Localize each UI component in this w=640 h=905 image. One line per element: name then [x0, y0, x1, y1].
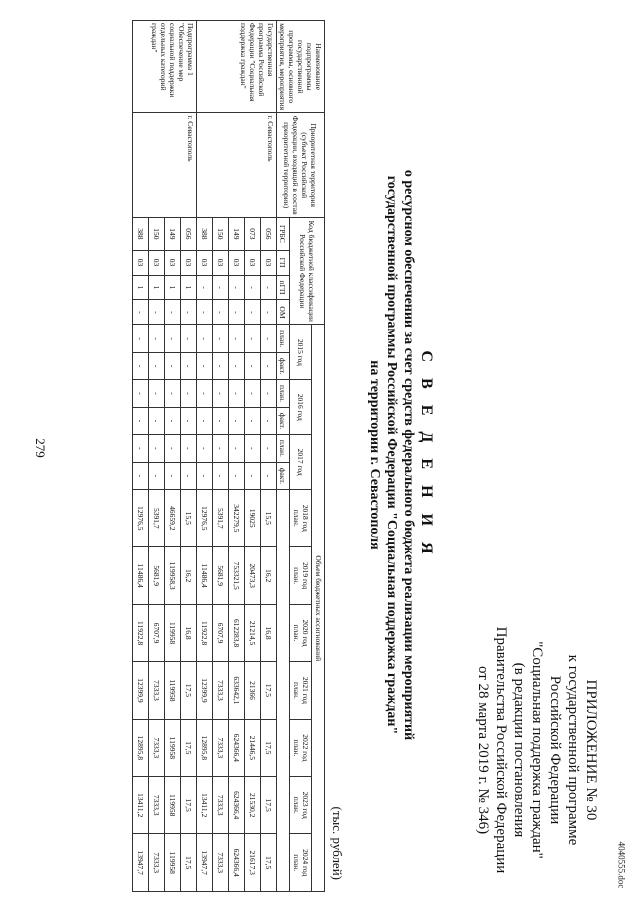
cell-v2016p: -	[261, 380, 277, 407]
cell-y2019: 119958,3	[165, 547, 181, 604]
cell-om: -	[165, 300, 181, 325]
cell-pgp: 1	[149, 275, 165, 300]
cell-v2016p: -	[213, 380, 229, 407]
cell-gp: 03	[181, 250, 197, 275]
cell-v2016f: -	[165, 407, 181, 434]
cell-y2019: 5681,9	[213, 547, 229, 604]
cell-v2015f: -	[213, 352, 229, 379]
header-year: 2018 год план.	[289, 490, 311, 547]
cell-y2019: 5681,9	[149, 547, 165, 604]
program-name-line: Подпрограмма 1	[186, 23, 195, 76]
table-row	[181, 21, 197, 892]
cell-y2018: 342279,5	[229, 490, 245, 547]
cell-v2016f: -	[213, 407, 229, 434]
cell-v2016p: -	[133, 380, 149, 407]
cell-y2023: 17,5	[181, 777, 197, 834]
cell-grbs: 149	[165, 218, 181, 250]
cell-y2021: 119958	[165, 662, 181, 719]
cell-v2016f: -	[149, 407, 165, 434]
units-label: (тыс. рублей)	[330, 806, 345, 880]
cell-gp: 03	[245, 250, 261, 275]
cell-y2021: 633642,1	[229, 662, 245, 719]
cell-y2024: 13947,7	[133, 834, 149, 892]
cell-y2022: 7333,3	[213, 719, 229, 776]
cell-gp: 03	[165, 250, 181, 275]
header-name: Наименование подпрограммы государственной программы, основного мероприятия, мероприятия	[277, 21, 325, 113]
cell-v2017p: -	[165, 435, 181, 462]
header-sub-plan: план.	[277, 325, 290, 352]
cell-y2024: 119958	[165, 834, 181, 892]
cell-v2016f: -	[197, 407, 213, 434]
cell-y2023: 13411,2	[197, 777, 213, 834]
cell-v2017p: -	[197, 435, 213, 462]
program-name-line: граждан"	[150, 23, 159, 53]
cell-gp: 03	[213, 250, 229, 275]
cell-y2023: 119958	[165, 777, 181, 834]
cell-gp: 03	[149, 250, 165, 275]
cell-v2015p: -	[133, 325, 149, 352]
cell-v2015p: -	[261, 325, 277, 352]
cell-y2023: 7333,3	[213, 777, 229, 834]
cell-gp: 03	[133, 250, 149, 275]
cell-y2021: 7333,3	[213, 662, 229, 719]
cell-v2017p: -	[229, 435, 245, 462]
cell-v2015p: -	[213, 325, 229, 352]
header-year: 2022 год план.	[289, 719, 311, 776]
program-name-line: "Обеспечение мер	[177, 23, 186, 82]
cell-v2016f: -	[229, 407, 245, 434]
cell-y2024: 13947,7	[197, 834, 213, 892]
cell-v2016p: -	[165, 380, 181, 407]
cell-y2018: 15,5	[181, 490, 197, 547]
cell-grbs: 388	[133, 218, 149, 250]
cell-y2022: 17,5	[261, 719, 277, 776]
cell-v2015p: -	[197, 325, 213, 352]
header-year: 2019 год план.	[289, 547, 311, 604]
header-bcc-col: ГРБС	[277, 218, 290, 250]
cell-v2017f: -	[165, 462, 181, 489]
header-spacer	[277, 490, 290, 892]
cell-om: -	[261, 300, 277, 325]
appendix-block	[474, 620, 600, 880]
cell-y2019: 20473,3	[245, 547, 261, 604]
cell-pgp: 1	[181, 275, 197, 300]
cell-y2022: 119958	[165, 719, 181, 776]
cell-y2024: 17,5	[261, 834, 277, 892]
cell-grbs: 149	[229, 218, 245, 250]
cell-grbs: 150	[213, 218, 229, 250]
cell-v2017f: -	[261, 462, 277, 489]
cell-om: -	[213, 300, 229, 325]
table-header	[277, 21, 325, 892]
cell-grbs: 056	[261, 218, 277, 250]
cell-grbs: 056	[181, 218, 197, 250]
cell-v2017f: -	[229, 462, 245, 489]
header-sub-fact: факт.	[277, 407, 290, 434]
cell-v2015f: -	[245, 352, 261, 379]
resource-table	[132, 20, 325, 892]
cell-pgp: 1	[133, 275, 149, 300]
cell-y2018: 5391,7	[149, 490, 165, 547]
footer-document-code: 4040555.doc	[616, 841, 627, 889]
cell-grbs: 073	[245, 218, 261, 250]
cell-v2016f: -	[133, 407, 149, 434]
cell-v2017p: -	[213, 435, 229, 462]
cell-v2017f: -	[245, 462, 261, 489]
cell-pgp: 1	[165, 275, 181, 300]
header-year: 2020 год план.	[289, 604, 311, 661]
cell-v2017p: -	[149, 435, 165, 462]
header-territory: Приоритетная территория (субъект Российской Федерации, входящий в состав приоритетной территории)	[277, 113, 325, 218]
cell-y2018: 19025	[245, 490, 261, 547]
cell-y2023: 17,5	[261, 777, 277, 834]
cell-v2015f: -	[181, 352, 197, 379]
subtitle-line: о ресурсном обеспечении за счет средств федерального бюджета реализации мероприятий	[401, 169, 416, 741]
header-bcc-col: пГП	[277, 275, 290, 300]
cell-pgp: -	[229, 275, 245, 300]
cell-y2018: 5391,7	[213, 490, 229, 547]
cell-y2020: 612283,8	[229, 604, 245, 661]
document-title: С В Е Д Е Н И Я	[418, 350, 435, 560]
cell-om: -	[229, 300, 245, 325]
row-program-name	[197, 21, 277, 113]
cell-v2017f: -	[213, 462, 229, 489]
cell-y2024: 624366,4	[229, 834, 245, 892]
program-name-line: отдельных категорий	[159, 23, 168, 91]
cell-om: -	[181, 300, 197, 325]
cell-y2019: 16,2	[261, 547, 277, 604]
header-year: 2017 год	[289, 435, 311, 490]
header-sub-fact: факт.	[277, 352, 290, 379]
cell-y2021: 7333,3	[149, 662, 165, 719]
cell-v2017f: -	[181, 462, 197, 489]
appendix-line: Правительства Российской Федерации	[493, 626, 509, 874]
program-name-line: поддержка граждан"	[239, 23, 248, 89]
cell-gp: 03	[197, 250, 213, 275]
program-name-line: социальной поддержки	[168, 23, 177, 98]
cell-v2016f: -	[245, 407, 261, 434]
cell-y2021: 17,5	[181, 662, 197, 719]
cell-om: -	[133, 300, 149, 325]
cell-y2020: 6707,9	[149, 604, 165, 661]
cell-v2016p: -	[197, 380, 213, 407]
cell-gp: 03	[261, 250, 277, 275]
cell-v2015p: -	[229, 325, 245, 352]
rotated-landscape-sheet	[10, 10, 630, 900]
table-body	[133, 21, 277, 892]
cell-v2015f: -	[149, 352, 165, 379]
header-sub-fact: факт.	[277, 462, 290, 489]
cell-y2019: 11486,4	[133, 547, 149, 604]
cell-y2022: 17,5	[181, 719, 197, 776]
cell-y2018: 46659,2	[165, 490, 181, 547]
cell-y2018: 12976,5	[133, 490, 149, 547]
table-row	[261, 21, 277, 892]
appendix-line: Российской Федерации	[547, 675, 563, 825]
cell-v2017p: -	[181, 435, 197, 462]
cell-y2022: 12895,8	[133, 719, 149, 776]
cell-y2024: 7333,3	[149, 834, 165, 892]
cell-v2015f: -	[165, 352, 181, 379]
cell-y2024: 21617,3	[245, 834, 261, 892]
cell-v2016p: -	[149, 380, 165, 407]
appendix-line: "Социальная поддержка граждан"	[529, 641, 545, 859]
cell-y2023: 7333,3	[149, 777, 165, 834]
cell-v2015f: -	[261, 352, 277, 379]
cell-grbs: 150	[149, 218, 165, 250]
cell-y2020: 11922,8	[133, 604, 149, 661]
cell-y2021: 12399,9	[133, 662, 149, 719]
appendix-line: от 28 марта 2019 г. № 346)	[475, 665, 491, 835]
cell-y2023: 13411,2	[133, 777, 149, 834]
cell-y2019: 16,2	[181, 547, 197, 604]
cell-om: -	[149, 300, 165, 325]
cell-v2015p: -	[165, 325, 181, 352]
cell-y2020: 119958	[165, 604, 181, 661]
header-budget: Объем бюджетных ассигнований	[312, 325, 325, 892]
cell-y2020: 11922,8	[197, 604, 213, 661]
cell-v2015p: -	[245, 325, 261, 352]
cell-v2017p: -	[245, 435, 261, 462]
header-bcc-col: ОМ	[277, 300, 290, 325]
cell-v2016p: -	[245, 380, 261, 407]
cell-y2018: 12976,5	[197, 490, 213, 547]
appendix-line: (в редакции постановления	[511, 662, 527, 838]
cell-y2022: 21446,5	[245, 719, 261, 776]
cell-v2015p: -	[181, 325, 197, 352]
cell-y2022: 12895,8	[197, 719, 213, 776]
header-sub-plan: план.	[277, 380, 290, 407]
header-year: 2015 год	[289, 325, 311, 380]
cell-pgp: -	[213, 275, 229, 300]
cell-v2017f: -	[133, 462, 149, 489]
header-year: 2024 год план.	[289, 834, 311, 892]
cell-v2017p: -	[133, 435, 149, 462]
title-block	[366, 10, 435, 900]
cell-v2016f: -	[181, 407, 197, 434]
subtitle-line: государственной программы Российской Федерации "Социальная поддержка граждан"	[384, 175, 399, 735]
header-bcc-col: ГП	[277, 250, 290, 275]
program-name-line: программа Российской	[257, 23, 266, 97]
cell-y2020: 16,8	[181, 604, 197, 661]
cell-y2020: 16,8	[261, 604, 277, 661]
cell-y2023: 21530,2	[245, 777, 261, 834]
cell-v2015f: -	[197, 352, 213, 379]
cell-om: -	[245, 300, 261, 325]
cell-v2016p: -	[181, 380, 197, 407]
cell-y2024: 17,5	[181, 834, 197, 892]
appendix-line: ПРИЛОЖЕНИЕ № 30	[583, 679, 599, 821]
cell-y2024: 7333,3	[213, 834, 229, 892]
page-number: 279	[32, 438, 48, 458]
program-name-line: Федерации "Социальная	[248, 23, 257, 102]
cell-y2018: 15,5	[261, 490, 277, 547]
program-name-line: Государственная	[266, 23, 275, 77]
row-program-name	[133, 21, 197, 113]
cell-v2015f: -	[133, 352, 149, 379]
cell-y2023: 624366,4	[229, 777, 245, 834]
cell-y2019: 11486,4	[197, 547, 213, 604]
appendix-line: к государственной программе	[565, 654, 581, 846]
header-bcc: Код бюджетной классификации Российской Федерации	[289, 218, 324, 325]
cell-y2020: 21214,5	[245, 604, 261, 661]
cell-v2017f: -	[197, 462, 213, 489]
cell-pgp: -	[261, 275, 277, 300]
header-year: 2021 год план.	[289, 662, 311, 719]
cell-v2017p: -	[261, 435, 277, 462]
header-sub-plan: план.	[277, 435, 290, 462]
header-year: 2016 год	[289, 380, 311, 435]
cell-gp: 03	[229, 250, 245, 275]
subtitle-line: на территории г. Севастополя	[367, 360, 382, 550]
cell-y2019: 753321,5	[229, 547, 245, 604]
cell-y2022: 7333,3	[149, 719, 165, 776]
row-territory: г. Севастополь	[133, 113, 197, 218]
row-territory: г. Севастополь	[197, 113, 277, 218]
cell-y2021: 21366	[245, 662, 261, 719]
cell-pgp: -	[197, 275, 213, 300]
cell-v2015p: -	[149, 325, 165, 352]
cell-v2016p: -	[229, 380, 245, 407]
cell-pgp: -	[245, 275, 261, 300]
header-year: 2023 год план.	[289, 777, 311, 834]
cell-y2021: 12399,9	[197, 662, 213, 719]
cell-v2016f: -	[261, 407, 277, 434]
cell-y2021: 17,5	[261, 662, 277, 719]
cell-y2022: 624366,4	[229, 719, 245, 776]
cell-v2015f: -	[229, 352, 245, 379]
cell-om: -	[197, 300, 213, 325]
cell-grbs: 388	[197, 218, 213, 250]
cell-v2017f: -	[149, 462, 165, 489]
cell-y2020: 6707,9	[213, 604, 229, 661]
